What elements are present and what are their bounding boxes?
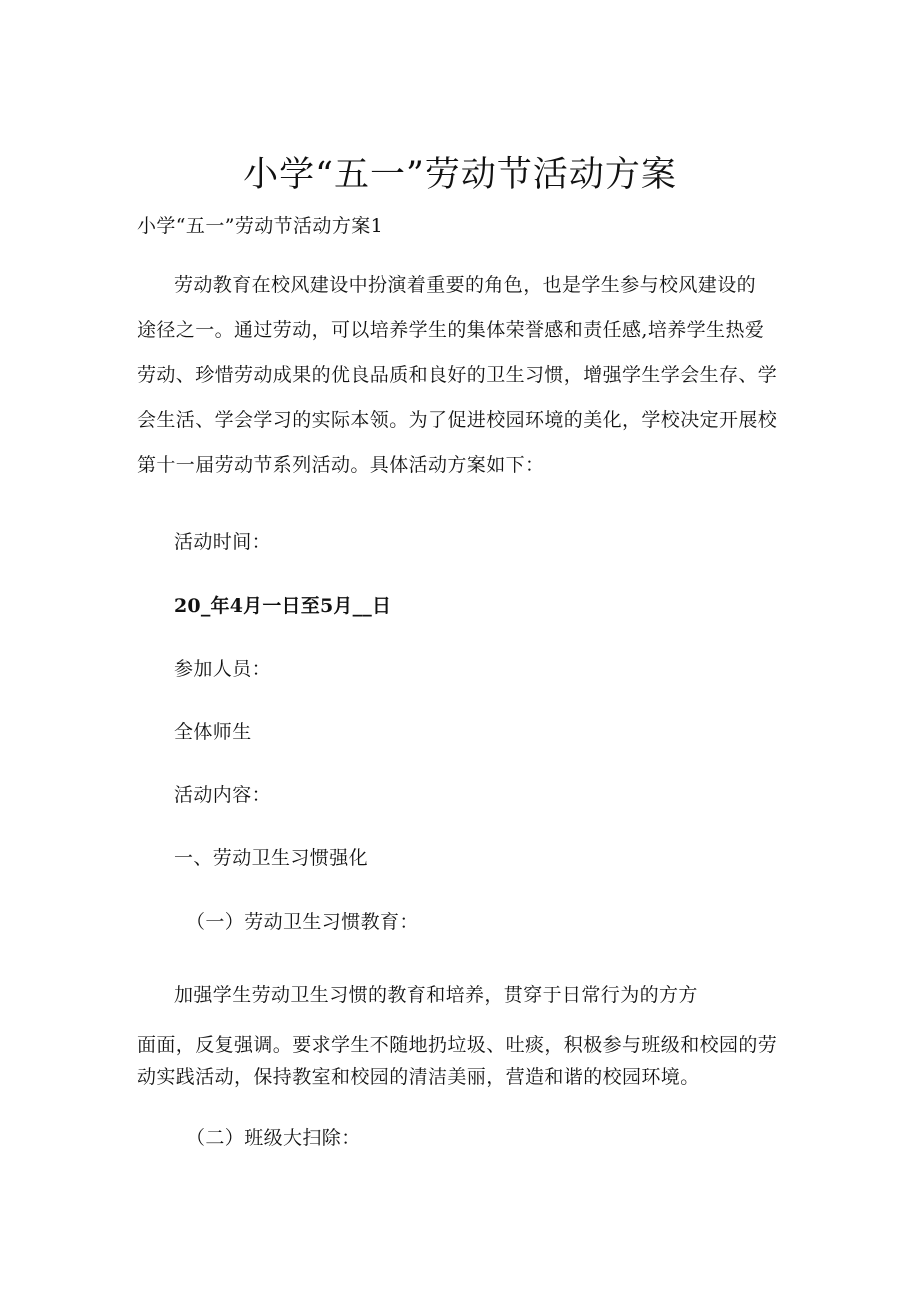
participants-label: 参加人员：: [174, 658, 272, 680]
subsection-heading-1: （一）劳动卫生习惯教育：: [186, 911, 419, 933]
activity-time-label: 活动时间：: [174, 531, 272, 553]
subsection-heading-2: （二）班级大扫除：: [186, 1127, 361, 1149]
activity-time-value: 20_年4月一日至5月__日: [174, 595, 392, 617]
paragraph-2-line-1: 加强学生劳动卫生习惯的教育和培养，贯穿于日常行为的方方: [174, 984, 698, 1006]
document-title: 小学“五一”劳动节活动方案: [243, 155, 677, 195]
section-heading-1: 一、劳动卫生习惯强化: [174, 847, 369, 869]
paragraph-2-line-3: 动实践活动，保持教室和校园的清洁美丽，营造和谐的校园环境。: [137, 1066, 700, 1088]
intro-line-5: 第十一届劳动节系列活动。具体活动方案如下：: [137, 454, 545, 476]
intro-line-2: 途径之一。通过劳动，可以培养学生的集体荣誉感和责任感,培养学生热爱: [137, 319, 765, 341]
participants-value: 全体师生: [174, 721, 252, 743]
intro-line-3: 劳动、珍惜劳动成果的优良品质和良好的卫生习惯，增强学生学会生存、学: [137, 364, 778, 386]
paragraph-2-line-2: 面面，反复强调。要求学生不随地扔垃圾、吐痰，积极参与班级和校园的劳: [137, 1034, 778, 1056]
activity-content-label: 活动内容：: [174, 784, 272, 806]
intro-line-4: 会生活、学会学习的实际本领。为了促进校园环境的美化，学校决定开展校: [137, 409, 778, 431]
intro-line-1: 劳动教育在校风建设中扮演着重要的角色，也是学生参与校风建设的: [174, 274, 757, 296]
document-subtitle: 小学“五一”劳动节活动方案1: [137, 215, 384, 237]
